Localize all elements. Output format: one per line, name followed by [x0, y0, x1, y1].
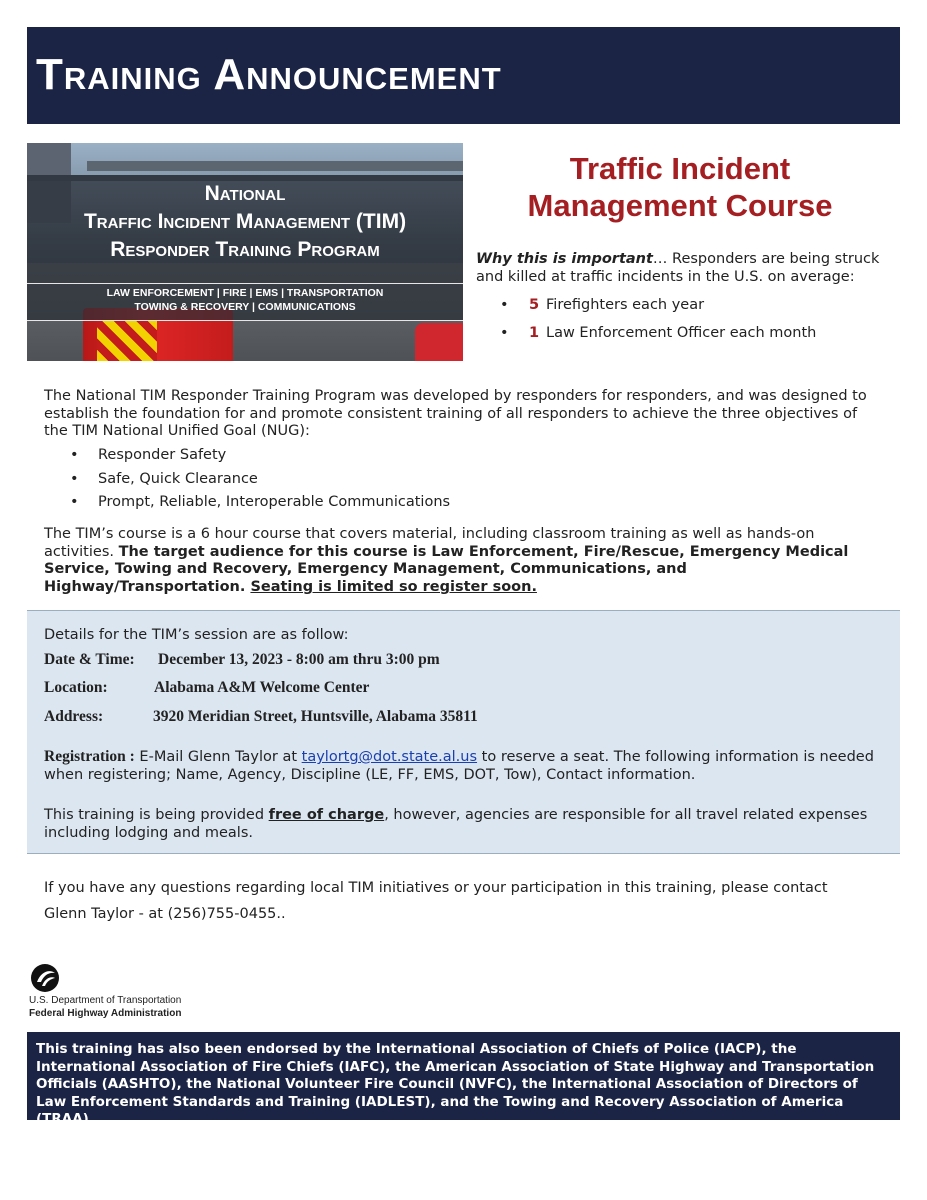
contact-paragraph	[44, 875, 884, 927]
target-audience-text: The target audience for this course is Law Enforcement, Fire/Rescue, Emergency Medical Service, Towing and Recovery, Emergency Management, Communications, and Highway/Transportation.	[44, 543, 849, 596]
course-description-text: The TIM’s course is a 6 hour course that covers material, including classroom training as well as hands-on activities.	[44, 526, 815, 560]
fhwa-name: Federal Highway Administration	[29, 1008, 182, 1019]
registration-email-link[interactable]: taylortg@dot.state.al.us	[301, 749, 478, 765]
details-intro: Details for the TIM’s session are as follow:	[44, 627, 349, 643]
seating-limited-notice: Seating is limited so register soon.	[250, 579, 537, 596]
header-bar	[27, 27, 900, 124]
location-value: Alabama A&M Welcome Center	[154, 679, 370, 696]
why-important-text: … Responders are being struck and killed at traffic incidents in the U.S. on average:	[476, 251, 880, 285]
dot-department-name: U.S. Department of Transportation	[29, 995, 182, 1006]
objective-text: Responder Safety	[98, 447, 227, 463]
banner-red-car	[415, 323, 463, 361]
endorsement-text: This training has also been endorsed by the International Association of Chiefs of Police (IACP), the International Association of Fire Chiefs (IAFC), the American Association of State Highway and Transportation Officials (AASHTO), the National Volunteer Fire Council (NVFC), the International Association of Directors of Law Enforcement Standards and Training (IADLEST), and the Towing and Recovery Association of America (TRAA).	[36, 1041, 875, 1128]
list-item	[70, 494, 770, 518]
list-item	[500, 325, 900, 353]
location-label: Location:	[44, 679, 108, 696]
program-intro-paragraph: The National TIM Responder Training Program was developed by responders for responders, and was designed to establish the foundation for and promote consistent training of all responders to achieve the three objectives of the TIM National Unified Goal (NUG):	[44, 388, 867, 440]
banner-title-line-1: National	[204, 182, 286, 205]
registration-paragraph	[44, 747, 894, 785]
registration-post-text: to reserve a seat. The following information is needed when registering; Name, Agency, Discipline (LE, FF, EMS, DOT, Tow), Contact information.	[44, 749, 874, 784]
usdot-logo-icon	[30, 963, 60, 993]
free-of-charge-text: free of charge	[268, 807, 385, 823]
address-value: 3920 Meridian Street, Huntsville, Alabama 35811	[153, 708, 478, 725]
objective-text: Prompt, Reliable, Interoperable Communications	[98, 494, 451, 510]
bullet-icon: •	[70, 447, 79, 463]
stat-number: 1	[529, 325, 540, 341]
stat-number: 5	[529, 297, 540, 313]
cost-paragraph	[44, 806, 894, 842]
list-item	[70, 471, 770, 495]
endorsement-footer	[27, 1032, 900, 1128]
registration-label: Registration :	[44, 748, 135, 765]
stat-text: Firefighters each year	[546, 297, 705, 313]
banner-fire-truck-stripes	[97, 321, 157, 361]
course-title	[490, 150, 870, 224]
banner-divider-bottom	[27, 320, 463, 321]
course-title-line-2: Management Course	[527, 188, 833, 224]
objectives-list	[70, 447, 770, 518]
cost-pre-text: This training is being provided	[44, 807, 269, 823]
banner-disciplines-line-2: TOWING & RECOVERY | COMMUNICATIONS	[134, 301, 356, 313]
course-description-paragraph	[44, 526, 884, 597]
list-item	[70, 447, 770, 471]
bullet-icon: •	[70, 470, 79, 487]
stat-text: Law Enforcement Officer each month	[546, 325, 817, 341]
fatality-stats-list	[500, 297, 900, 353]
why-important-label: Why this is important	[476, 251, 653, 267]
contact-line-1: If you have any questions regarding local TIM initiatives or your participation in this training, please contact	[44, 880, 828, 896]
bullet-icon: •	[70, 494, 79, 510]
banner-overpass	[87, 161, 463, 171]
date-time-value: December 13, 2023 - 8:00 am thru 3:00 pm	[158, 651, 440, 668]
list-item	[500, 297, 900, 325]
course-title-line-1: Traffic Incident	[569, 151, 791, 186]
program-banner-image	[27, 143, 463, 361]
banner-title-line-2: Traffic Incident Management (TIM)	[83, 210, 407, 233]
banner-title-line-3: Responder Training Program	[110, 238, 380, 261]
session-details-box	[27, 610, 900, 854]
banner-divider-top	[27, 283, 463, 284]
contact-line-2: Glenn Taylor - at (256)755-0455..	[44, 906, 286, 923]
date-time-label: Date & Time:	[44, 651, 135, 668]
banner-disciplines-line-1: LAW ENFORCEMENT | FIRE | EMS | TRANSPORTATION	[106, 287, 384, 299]
bullet-icon: •	[500, 325, 509, 341]
objective-text: Safe, Quick Clearance	[98, 470, 258, 487]
page-title: Training Announcement	[36, 50, 502, 99]
cost-post-text: , however, agencies are responsible for all travel related expenses including lodging and meals.	[44, 807, 868, 842]
address-label: Address:	[44, 708, 104, 725]
why-important-paragraph	[476, 251, 896, 286]
bullet-icon: •	[500, 297, 509, 313]
registration-pre-text: E-Mail Glenn Taylor at	[134, 749, 302, 765]
